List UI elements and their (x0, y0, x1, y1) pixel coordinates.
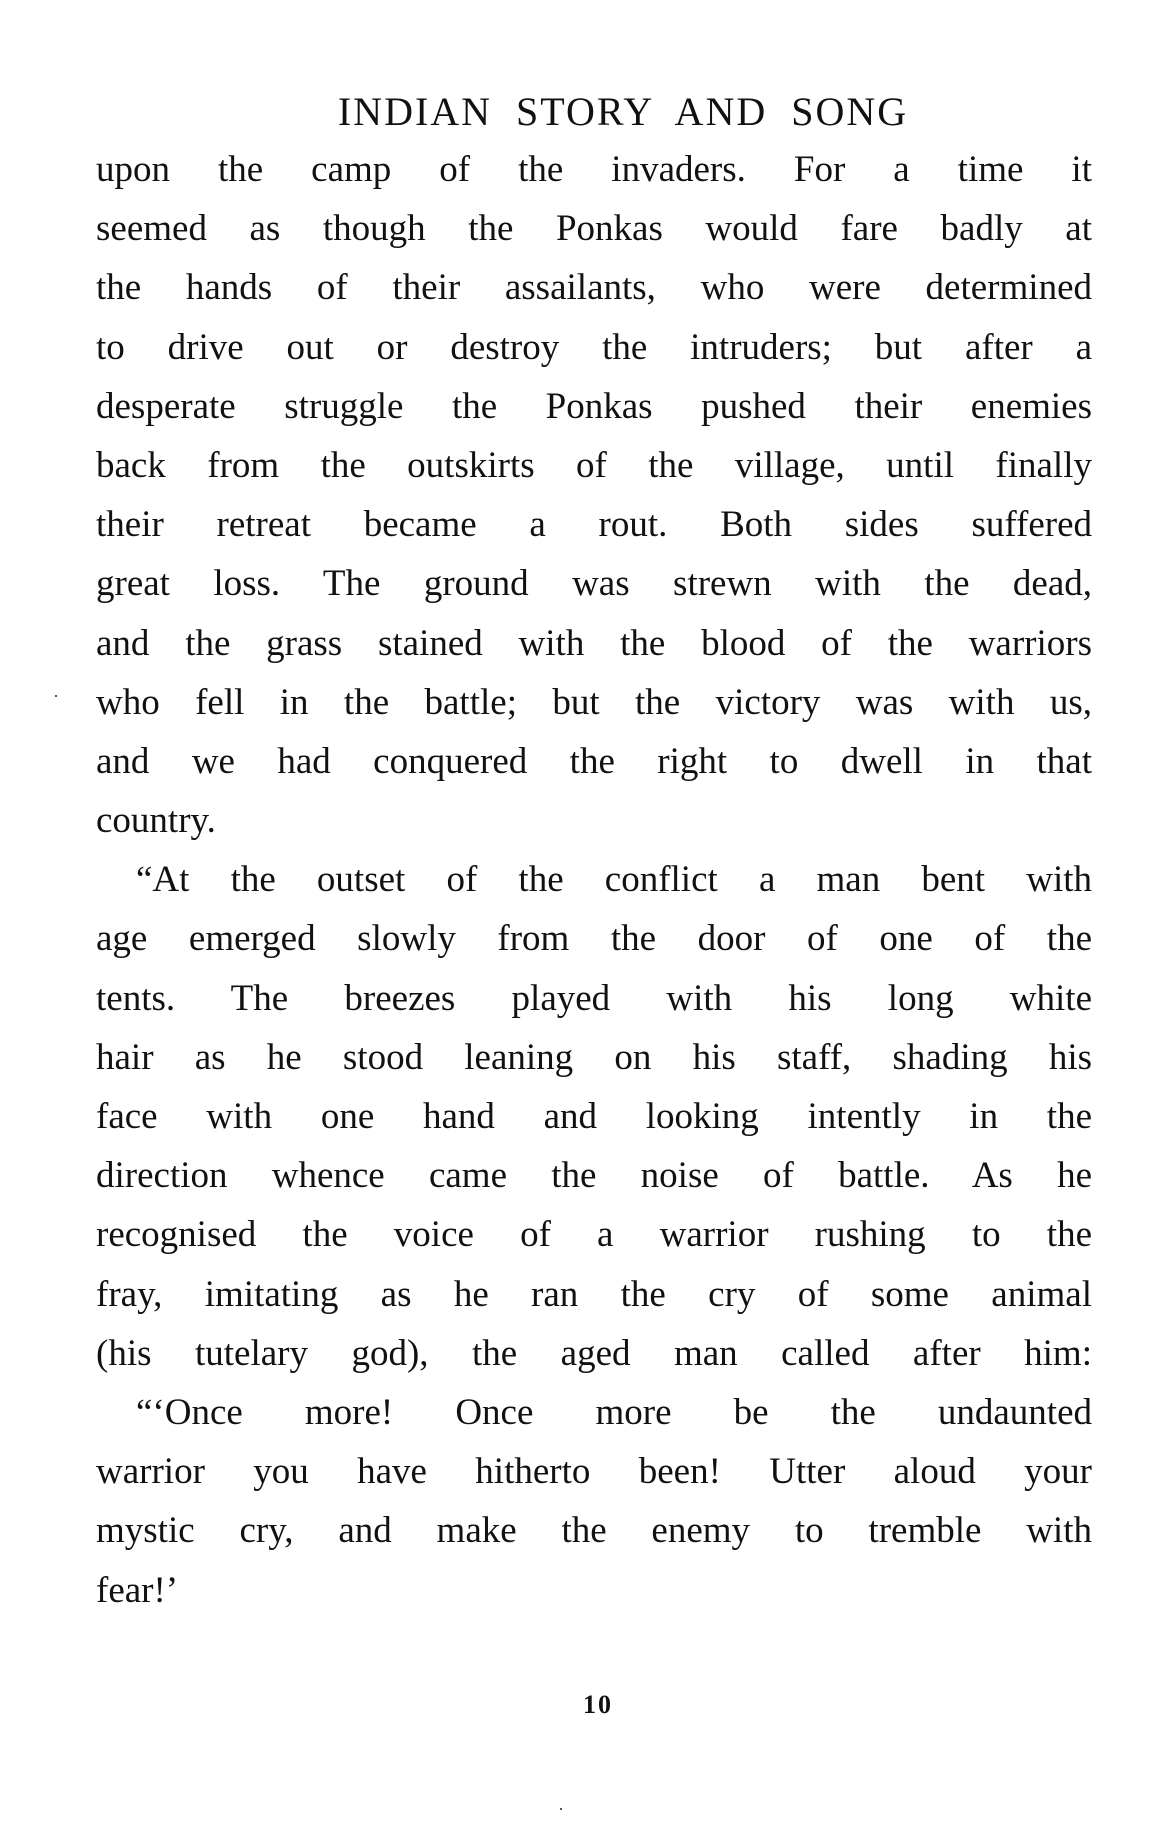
text-line: desperate struggle the Ponkas pushed their enemies (96, 385, 1092, 427)
text-line: seemed as though the Ponkas would fare badly at (96, 208, 1092, 250)
text-line: fear!’ (96, 1569, 179, 1611)
running-head: INDIAN STORY AND SONG (337, 89, 909, 134)
text-line: warrior you have hitherto been! Utter aloud your (96, 1451, 1092, 1493)
text-line: age emerged slowly from the door of one of the (96, 918, 1092, 960)
text-line: hair as he stood leaning on his staff, shading his (96, 1036, 1092, 1078)
text-line: fray, imitating as he ran the cry of some animal (96, 1273, 1092, 1315)
text-line: the hands of their assailants, who were determined (96, 267, 1092, 309)
text-line: “‘Once more! Once more be the undaunted (136, 1391, 1092, 1433)
text-line: and the grass stained with the blood of the warriors (96, 622, 1092, 664)
text-line: (his tutelary god), the aged man called after him: (96, 1332, 1092, 1374)
scan-speck (560, 1808, 562, 1810)
text-line: their retreat became a rout. Both sides suffered (96, 504, 1092, 546)
text-line: recognised the voice of a warrior rushing to the (96, 1214, 1092, 1256)
text-line: face with one hand and looking intently in the (96, 1096, 1092, 1137)
text-line: back from the outskirts of the village, until finally (96, 444, 1092, 486)
text-line: “At the outset of the conflict a man bent with (136, 859, 1092, 901)
page-number: 10 (583, 1690, 613, 1719)
text-line: and we had conquered the right to dwell in that (96, 740, 1092, 782)
scan-speck (55, 695, 57, 697)
text-line: to drive out or destroy the intruders; but after a (96, 326, 1092, 368)
text-line: who fell in the battle; but the victory was with us, (96, 681, 1092, 723)
text-line: upon the camp of the invaders. For a time it (96, 149, 1092, 190)
body-text (96, 140, 1092, 1620)
text-line: tents. The breezes played with his long white (96, 977, 1092, 1019)
text-line: country. (96, 800, 216, 842)
text-line: mystic cry, and make the enemy to tremble with (96, 1510, 1092, 1552)
text-line: great loss. The ground was strewn with the dead, (96, 563, 1092, 605)
text-line: direction whence came the noise of battle. As he (96, 1155, 1092, 1197)
